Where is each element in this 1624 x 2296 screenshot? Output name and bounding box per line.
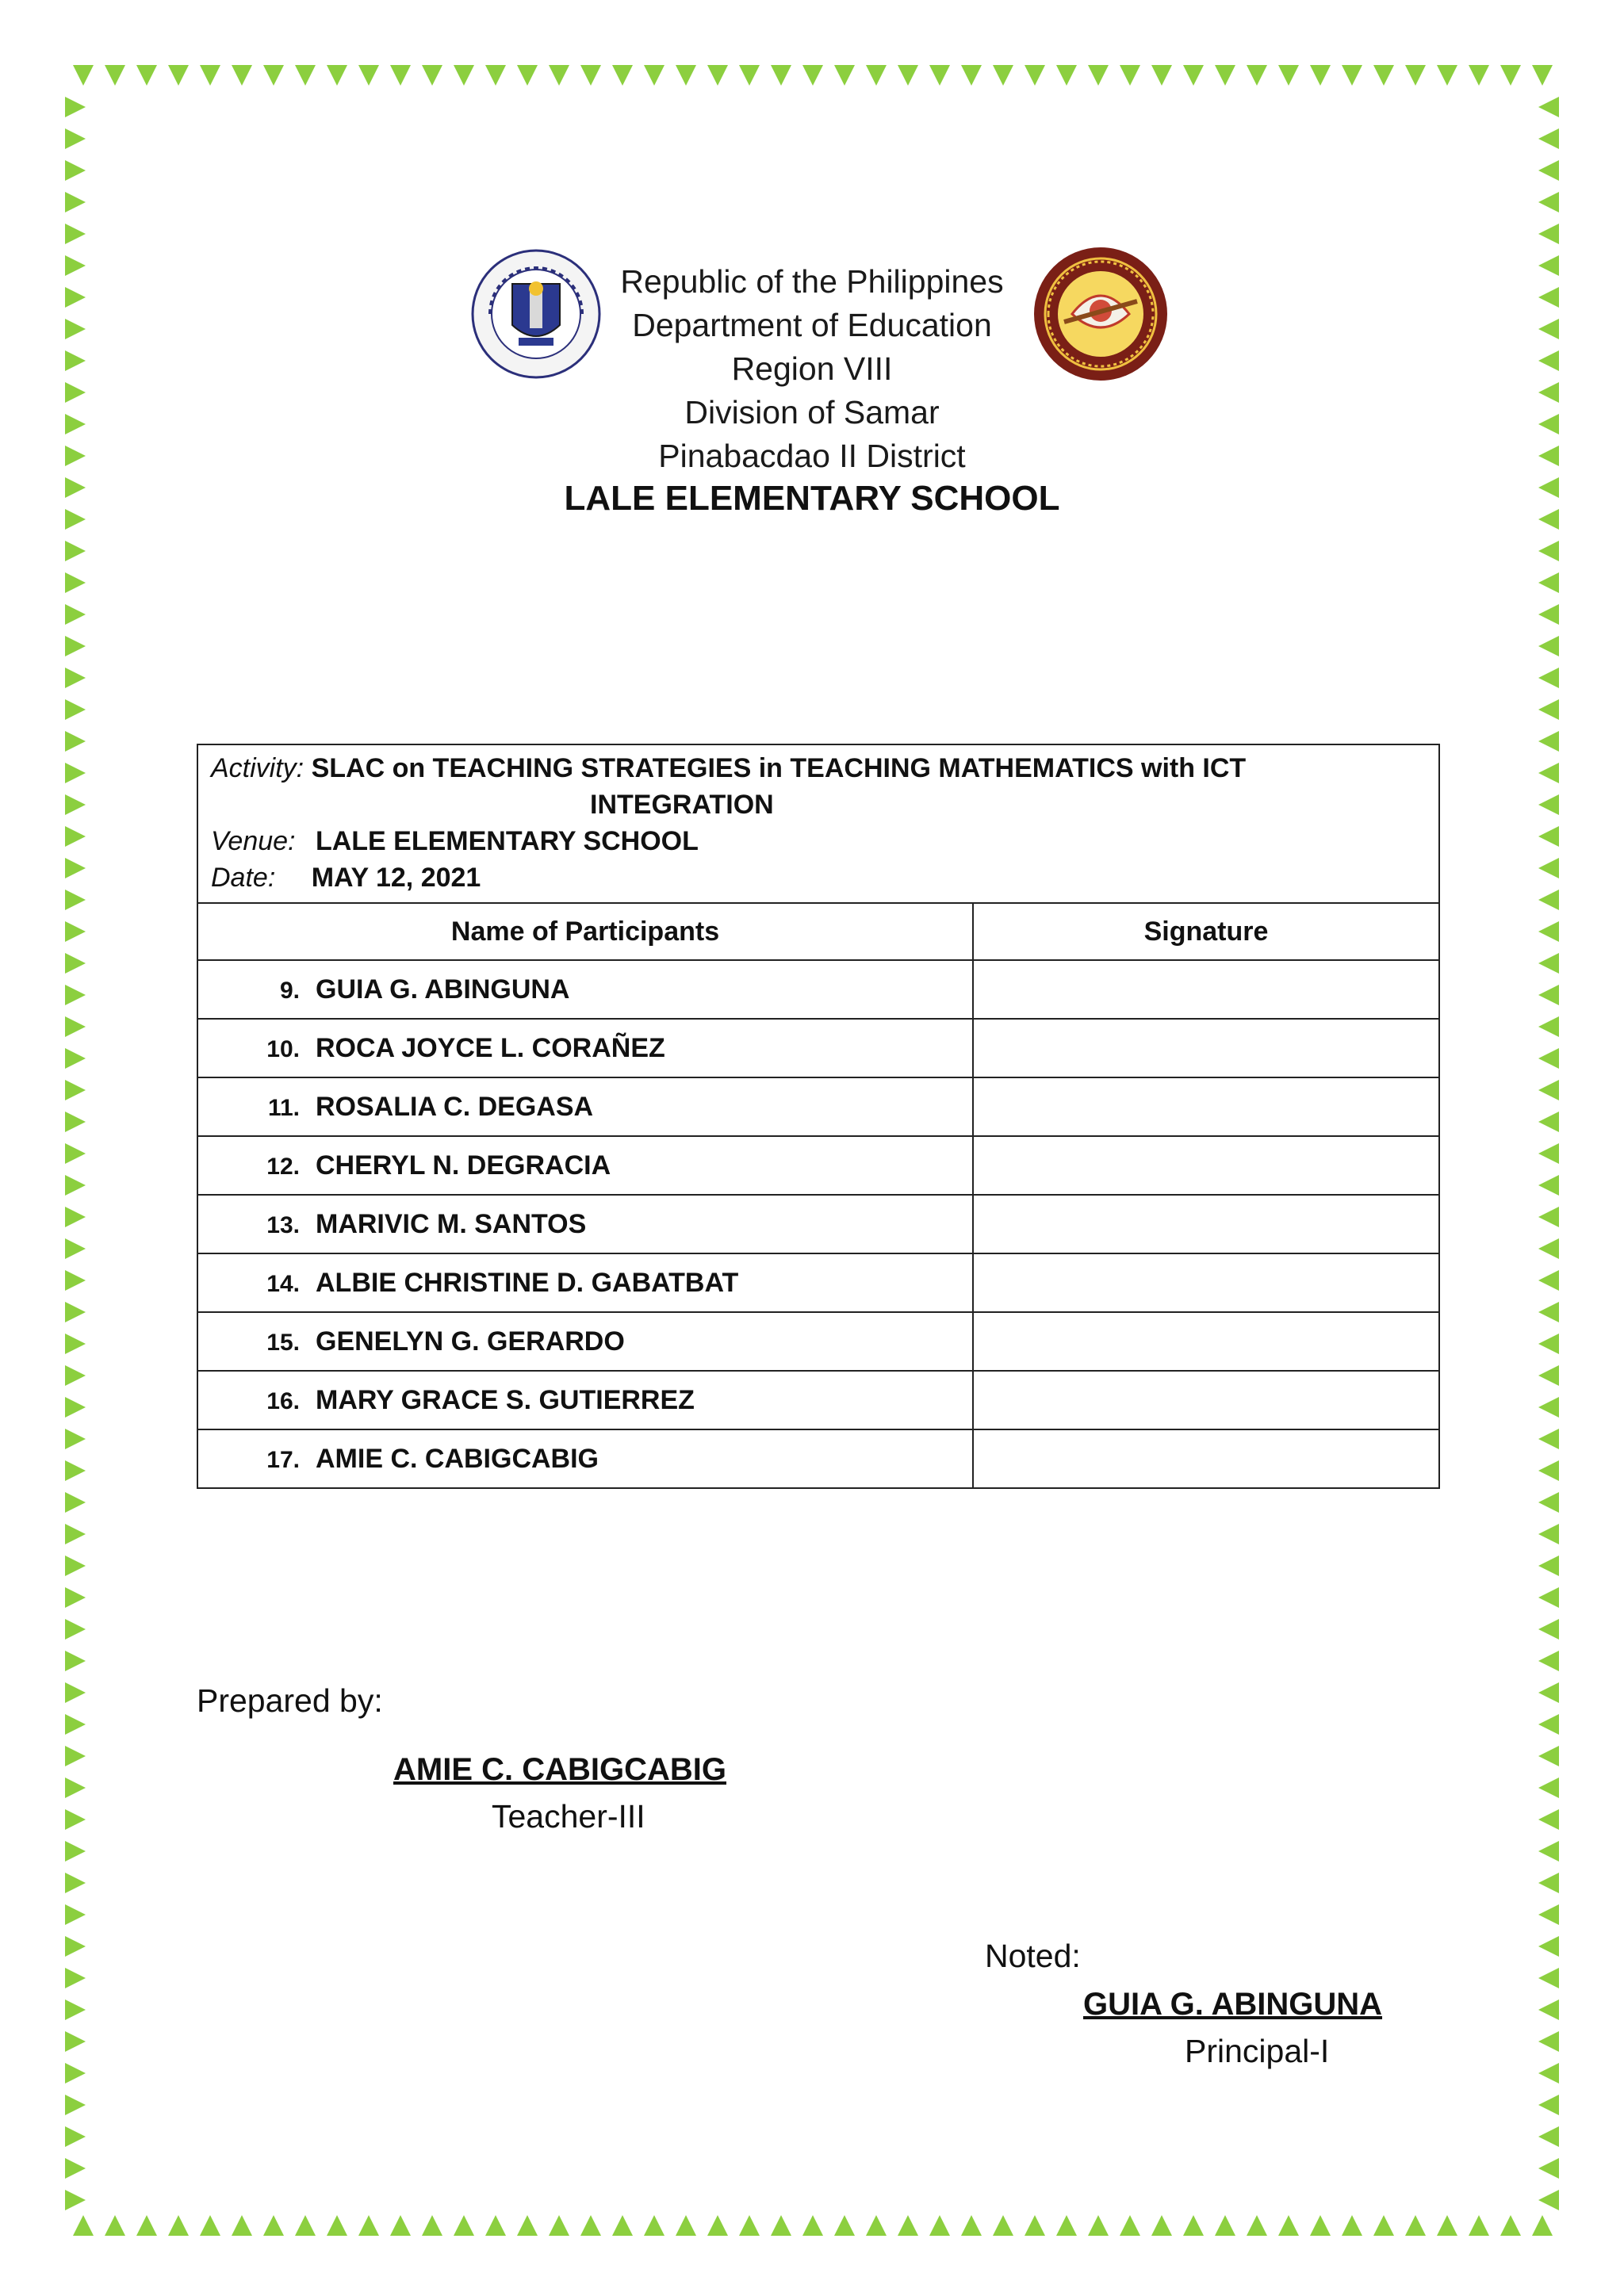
border-triangle [1538, 1492, 1559, 1513]
border-triangle [771, 65, 791, 86]
border-triangle [65, 1619, 86, 1640]
activity-value: SLAC on TEACHING STRATEGIES in TEACHING MATHEMATICS with ICT [311, 753, 1247, 783]
border-triangle [1538, 953, 1559, 974]
border-triangle [65, 636, 86, 656]
border-triangle [1538, 1904, 1559, 1925]
border-triangle [1120, 2215, 1140, 2236]
border-triangle [65, 1080, 86, 1100]
participant-row [197, 1253, 1439, 1312]
border-triangle [358, 65, 379, 86]
border-triangle [232, 65, 252, 86]
border-triangle [1538, 1651, 1559, 1671]
border-triangle [1151, 2215, 1172, 2236]
border-triangle [802, 2215, 823, 2236]
border-triangle [1538, 1365, 1559, 1386]
activity-info-cell [197, 744, 1439, 903]
border-triangle [65, 1777, 86, 1798]
border-triangle [1538, 699, 1559, 720]
border-triangle [1437, 2215, 1457, 2236]
border-triangle [65, 604, 86, 625]
attendance-table [197, 744, 1440, 1489]
border-triangle [1538, 985, 1559, 1005]
border-triangle [1247, 2215, 1267, 2236]
border-triangle [1538, 1873, 1559, 1893]
border-triangle [200, 2215, 220, 2236]
border-triangle [65, 794, 86, 815]
border-triangle [1538, 572, 1559, 593]
participant-name-cell [197, 1312, 973, 1371]
border-triangle [1538, 1619, 1559, 1640]
border-triangle [1538, 2190, 1559, 2210]
participant-name: ROSALIA C. DEGASA [316, 1091, 594, 1122]
border-triangle [65, 1460, 86, 1481]
participant-row [197, 1136, 1439, 1195]
border-triangle [1151, 65, 1172, 86]
border-triangle [549, 2215, 569, 2236]
prepared-by-name: AMIE C. CABIGCABIG [393, 1752, 726, 1787]
border-triangle [1538, 1207, 1559, 1227]
participant-row [197, 960, 1439, 1019]
participant-name: ALBIE CHRISTINE D. GABATBAT [316, 1267, 739, 1298]
border-triangle [739, 65, 760, 86]
border-triangle [65, 1999, 86, 2020]
border-triangle [65, 1587, 86, 1608]
border-triangle [929, 2215, 950, 2236]
border-triangle [65, 731, 86, 752]
participant-row [197, 1077, 1439, 1136]
border-triangle [1538, 921, 1559, 942]
border-triangle [454, 2215, 474, 2236]
border-triangle [263, 2215, 284, 2236]
border-triangle [1538, 1143, 1559, 1164]
signature-cell[interactable] [973, 1019, 1439, 1077]
border-triangle [993, 2215, 1013, 2236]
border-triangle [1538, 1587, 1559, 1608]
border-triangle [1538, 128, 1559, 149]
border-triangle [1247, 65, 1267, 86]
border-triangle [739, 2215, 760, 2236]
border-triangle [422, 2215, 442, 2236]
border-triangle [1538, 2095, 1559, 2115]
border-triangle [65, 1302, 86, 1322]
border-triangle [549, 65, 569, 86]
border-triangle [65, 1651, 86, 1671]
border-triangle [65, 541, 86, 561]
border-triangle [1538, 224, 1559, 244]
participant-name-cell [197, 960, 973, 1019]
column-header-signature: Signature [973, 903, 1439, 960]
border-triangle [1056, 2215, 1077, 2236]
border-triangle [65, 1112, 86, 1132]
border-triangle [390, 2215, 411, 2236]
participant-number: 11. [267, 1094, 300, 1121]
border-triangle [612, 65, 633, 86]
border-triangle [136, 65, 157, 86]
signature-cell[interactable] [973, 960, 1439, 1019]
border-triangle [1538, 1809, 1559, 1830]
border-triangle [65, 985, 86, 1005]
border-triangle [1538, 604, 1559, 625]
border-triangle [65, 1207, 86, 1227]
border-triangle [65, 1746, 86, 1766]
noted-label: Noted: [985, 1938, 1081, 1974]
border-triangle [65, 1714, 86, 1735]
border-triangle [929, 65, 950, 86]
border-triangle [1538, 1777, 1559, 1798]
border-triangle [1538, 1270, 1559, 1291]
border-triangle [1538, 1746, 1559, 1766]
border-triangle [834, 65, 855, 86]
border-triangle [485, 65, 506, 86]
border-triangle [65, 1809, 86, 1830]
participant-number: 17. [266, 1446, 300, 1473]
border-triangle [65, 97, 86, 117]
border-triangle [612, 2215, 633, 2236]
border-triangle [65, 1334, 86, 1354]
border-triangle [1532, 2215, 1553, 2236]
border-triangle [65, 890, 86, 910]
border-triangle [1538, 1556, 1559, 1576]
border-triangle [1538, 1524, 1559, 1544]
border-triangle [65, 699, 86, 720]
date-value: MAY 12, 2021 [311, 863, 481, 893]
school-name: LALE ELEMENTARY SCHOOL [564, 479, 1060, 518]
participant-row [197, 1429, 1439, 1488]
border-triangle [65, 763, 86, 783]
border-triangle [65, 128, 86, 149]
border-triangle [1278, 2215, 1299, 2236]
border-triangle [263, 65, 284, 86]
border-triangle [65, 1429, 86, 1449]
border-triangle [1538, 1682, 1559, 1703]
participant-name: GENELYN G. GERARDO [316, 1326, 625, 1357]
border-triangle [65, 2190, 86, 2210]
signature-cell[interactable] [973, 1371, 1439, 1429]
border-triangle [65, 1492, 86, 1513]
border-triangle [1056, 65, 1077, 86]
participant-name-cell [197, 1019, 973, 1077]
border-triangle [834, 2215, 855, 2236]
border-triangle [517, 65, 538, 86]
border-triangle [454, 65, 474, 86]
border-triangle [1538, 1112, 1559, 1132]
border-triangle [1500, 65, 1521, 86]
border-triangle [1215, 65, 1235, 86]
border-triangle [65, 2063, 86, 2084]
border-triangle [65, 1175, 86, 1196]
activity-line [211, 750, 1426, 786]
border-triangle [1373, 2215, 1394, 2236]
border-triangle [1538, 1999, 1559, 2020]
border-triangle [65, 953, 86, 974]
border-triangle [961, 65, 982, 86]
prepared-by-label: Prepared by: [197, 1682, 383, 1719]
border-triangle [676, 65, 696, 86]
border-triangle [73, 65, 94, 86]
noted-name: GUIA G. ABINGUNA [1083, 1987, 1383, 2022]
border-triangle [644, 2215, 665, 2236]
participant-name: CHERYL N. DEGRACIA [316, 1150, 611, 1181]
border-triangle [1278, 65, 1299, 86]
border-triangle [1183, 2215, 1204, 2236]
border-triangle [295, 2215, 316, 2236]
border-triangle [961, 2215, 982, 2236]
border-triangle [65, 1873, 86, 1893]
border-triangle [65, 1270, 86, 1291]
participant-number: 10. [266, 1035, 300, 1062]
border-triangle [676, 2215, 696, 2236]
column-header-row [197, 903, 1439, 960]
border-triangle [73, 2215, 94, 2236]
signature-cell[interactable] [973, 1429, 1439, 1488]
border-triangle [1538, 192, 1559, 212]
border-triangle [1538, 1841, 1559, 1862]
border-triangle [1538, 1714, 1559, 1735]
border-triangle [1538, 1175, 1559, 1196]
date-label: Date: [211, 863, 276, 893]
border-triangle [1437, 65, 1457, 86]
border-triangle [1538, 826, 1559, 847]
border-triangle [168, 65, 189, 86]
activity-label: Activity: [211, 753, 304, 783]
activity-value-continued: INTEGRATION [590, 790, 774, 820]
border-triangle [866, 2215, 887, 2236]
signature-cell[interactable] [973, 1136, 1439, 1195]
border-triangle [65, 1016, 86, 1037]
participant-row [197, 1312, 1439, 1371]
header-line-district: Pinabacdao II District [658, 438, 966, 474]
border-triangle [1538, 1238, 1559, 1259]
venue-label: Venue: [211, 826, 296, 856]
noted-title: Principal-I [1185, 2033, 1330, 2069]
border-triangle [65, 826, 86, 847]
border-triangle [1405, 2215, 1426, 2236]
participant-name: GUIA G. ABINGUNA [316, 974, 570, 1004]
participant-row [197, 1195, 1439, 1253]
border-triangle [65, 1143, 86, 1164]
activity-info-row [197, 744, 1439, 903]
border-triangle [1538, 636, 1559, 656]
border-triangle [65, 1365, 86, 1386]
border-triangle [1538, 2126, 1559, 2147]
border-triangle [707, 2215, 728, 2236]
border-triangle [65, 1238, 86, 1259]
signature-cell[interactable] [973, 1077, 1439, 1136]
border-triangle [168, 2215, 189, 2236]
border-triangle [1538, 668, 1559, 688]
participant-name-cell [197, 1253, 973, 1312]
border-triangle [65, 572, 86, 593]
border-triangle [1538, 1334, 1559, 1354]
border-triangle [1088, 65, 1109, 86]
border-triangle [1538, 763, 1559, 783]
border-triangle [1538, 1429, 1559, 1449]
header-line-division: Division of Samar [684, 394, 940, 430]
border-triangle [1532, 65, 1553, 86]
participant-name: ROCA JOYCE L. CORAÑEZ [316, 1032, 665, 1063]
border-triangle [65, 1841, 86, 1862]
border-triangle [898, 65, 918, 86]
border-triangle [1342, 65, 1362, 86]
border-triangle [485, 2215, 506, 2236]
border-triangle [771, 2215, 791, 2236]
border-triangle [65, 1524, 86, 1544]
border-triangle [65, 192, 86, 212]
border-triangle [422, 65, 442, 86]
border-triangle [802, 65, 823, 86]
border-triangle [65, 668, 86, 688]
border-triangle [65, 2158, 86, 2179]
prepared-by-title: Teacher-III [492, 1798, 645, 1835]
venue-value: LALE ELEMENTARY SCHOOL [315, 826, 699, 856]
border-triangle [1025, 65, 1045, 86]
participant-name: MARY GRACE S. GUTIERREZ [316, 1384, 695, 1415]
border-triangle [65, 224, 86, 244]
border-triangle [866, 65, 887, 86]
participant-name-cell [197, 1429, 973, 1488]
border-triangle [327, 2215, 347, 2236]
border-triangle [1538, 1460, 1559, 1481]
border-triangle [65, 1397, 86, 1418]
border-triangle [1405, 65, 1426, 86]
border-triangle [1500, 2215, 1521, 2236]
border-triangle [1538, 2031, 1559, 2052]
border-triangle [200, 65, 220, 86]
border-triangle [1538, 160, 1559, 181]
border-triangle [65, 1048, 86, 1069]
participant-row [197, 1019, 1439, 1077]
border-triangle [65, 1936, 86, 1957]
border-triangle [1538, 2063, 1559, 2084]
signature-cell[interactable] [973, 1312, 1439, 1371]
border-triangle [1538, 2158, 1559, 2179]
venue-line [211, 823, 1426, 859]
border-triangle [327, 65, 347, 86]
border-triangle [295, 65, 316, 86]
border-triangle [65, 921, 86, 942]
participant-number: 14. [266, 1270, 300, 1297]
border-triangle [580, 2215, 601, 2236]
border-triangle [65, 2126, 86, 2147]
participant-name: AMIE C. CABIGCABIG [316, 1443, 599, 1474]
participant-row [197, 1371, 1439, 1429]
participant-name-cell [197, 1195, 973, 1253]
border-triangle [65, 2095, 86, 2115]
border-triangle [517, 2215, 538, 2236]
participant-number: 16. [266, 1387, 300, 1414]
border-triangle [1120, 65, 1140, 86]
border-triangle [898, 2215, 918, 2236]
border-triangle [1025, 2215, 1045, 2236]
participant-name: MARIVIC M. SANTOS [316, 1208, 587, 1239]
border-triangle [1215, 2215, 1235, 2236]
border-triangle [1538, 1048, 1559, 1069]
border-triangle [1538, 541, 1559, 561]
border-triangle [1469, 2215, 1489, 2236]
border-triangle [993, 65, 1013, 86]
column-header-name: Name of Participants [197, 903, 973, 960]
border-triangle [1342, 2215, 1362, 2236]
border-triangle [580, 65, 601, 86]
participant-number: 12. [266, 1153, 300, 1180]
border-triangle [65, 1968, 86, 1988]
border-triangle [65, 858, 86, 878]
header-line-region: Region VIII [731, 350, 893, 387]
border-triangle [1538, 890, 1559, 910]
border-triangle [1538, 794, 1559, 815]
border-triangle [1538, 1302, 1559, 1322]
border-triangle [136, 2215, 157, 2236]
border-triangle [1310, 2215, 1331, 2236]
participant-number: 9. [279, 977, 300, 1004]
participant-number: 13. [266, 1211, 300, 1238]
signature-cell[interactable] [973, 1253, 1439, 1312]
border-triangle [1088, 2215, 1109, 2236]
participant-name-cell [197, 1136, 973, 1195]
participant-number: 15. [266, 1329, 300, 1356]
border-triangle [1538, 1968, 1559, 1988]
participant-name-cell [197, 1077, 973, 1136]
header-line-republic: Republic of the Philippines [620, 263, 1004, 300]
border-triangle [105, 2215, 125, 2236]
border-triangle [1538, 97, 1559, 117]
border-triangle [65, 1904, 86, 1925]
header-line-department: Department of Education [632, 307, 992, 343]
border-triangle [65, 160, 86, 181]
border-triangle [1538, 1936, 1559, 1957]
border-triangle [1538, 731, 1559, 752]
border-triangle [1538, 1397, 1559, 1418]
border-triangle [1469, 65, 1489, 86]
border-triangle [358, 2215, 379, 2236]
border-triangle [1183, 65, 1204, 86]
border-triangle [644, 65, 665, 86]
border-triangle [65, 2031, 86, 2052]
border-triangle [1538, 1080, 1559, 1100]
border-triangle [65, 1682, 86, 1703]
border-triangle [1373, 65, 1394, 86]
border-triangle [105, 65, 125, 86]
border-triangle [707, 65, 728, 86]
date-line [211, 859, 1426, 896]
border-triangle [1310, 65, 1331, 86]
border-triangle [390, 65, 411, 86]
border-triangle [1538, 1016, 1559, 1037]
border-triangle [232, 2215, 252, 2236]
border-triangle [1538, 858, 1559, 878]
participant-name-cell [197, 1371, 973, 1429]
border-triangle [65, 1556, 86, 1576]
signature-cell[interactable] [973, 1195, 1439, 1253]
